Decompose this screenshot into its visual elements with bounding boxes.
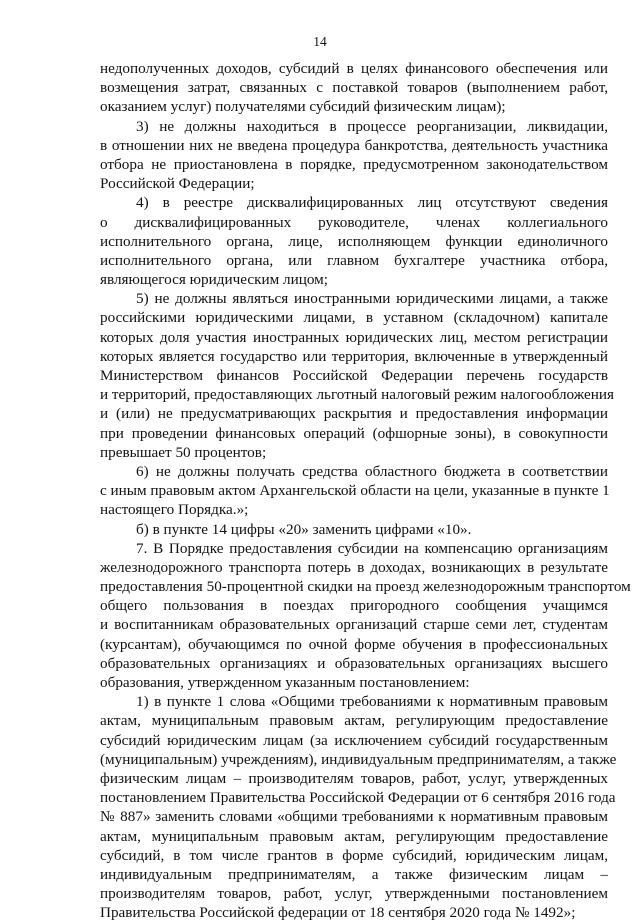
text-line: возмещения затрат, связанных с поставкой товаров (выполнением работ, <box>100 79 608 97</box>
text-line: превышает 50 процентов; <box>100 443 267 461</box>
text-line: исполнительного органа, или главном бухгалтере участника отбора, <box>100 251 608 269</box>
text-line: Министерством финансов Российской Федерации перечень государств <box>100 367 608 384</box>
text-line: (муниципальным) учреждениям), индивидуальным предпринимателям, а также <box>100 750 617 768</box>
text-line: актам, муниципальным правовым актам, регулирующим предоставление <box>100 712 608 730</box>
text-line: и (или) не предусматривающих раскрытия и предоставления информации <box>100 405 608 423</box>
text-line: субсидий юридическим лицам (за исключением субсидий государственным <box>100 731 608 749</box>
text-line: российскими юридическими лицами, в уставном (складочном) капитале <box>100 309 608 327</box>
text-line: постановлением Правительства Российской Федерации от 6 сентября 2016 года <box>100 789 616 807</box>
text-line: 6) не должны получать средства областного бюджета в соответствии <box>136 462 608 480</box>
text-line: настоящего Порядка.»; <box>100 501 249 519</box>
document-body <box>100 59 631 922</box>
text-line: актам, муниципальным правовым актам, регулирующим предоставление <box>100 827 608 845</box>
text-line: с иным правовым актом Архангельской области на цели, указанные в пункте 1 <box>100 482 610 500</box>
text-line: 7. В Порядке предоставления субсидии на компенсацию организациям <box>136 539 608 557</box>
text-line: которых доля участия иностранных юридических лиц, местом регистрации <box>100 328 608 346</box>
text-line: 1) в пункте 1 слова «Общими требованиями к нормативным правовым <box>136 693 608 711</box>
text-line: в отношении них не введена процедура банкротства, деятельность участника <box>100 136 608 154</box>
text-line: физическим лицам – производителям товаров, работ, услуг, утвержденных <box>100 769 608 787</box>
text-line: которых является государство или территория, включенные в утвержденный <box>100 347 608 365</box>
text-line: № 887» заменить словами «общими требованиями к нормативным правовым <box>100 808 608 826</box>
text-line: Российской Федерации; <box>100 175 255 193</box>
text-line: б) в пункте 14 цифры «20» заменить цифрами «10». <box>136 520 472 538</box>
text-line: и территорий, предоставляющих льготный налоговый режим налогообложения <box>100 386 615 404</box>
text-line: железнодорожного транспорта потерь в доходах, возникающих в результате <box>100 558 608 576</box>
text-line: отбора не приостановлена в порядке, предусмотренном законодательством <box>100 155 608 173</box>
text-line: предоставления 50-процентной скидки на проезд железнодорожным транспортом <box>100 578 631 596</box>
text-line: недополученных доходов, субсидий в целях финансового обеспечения или <box>100 60 608 77</box>
text-line: о дисквалифицированных руководителе, членах коллегиального <box>100 213 608 231</box>
page-number: 14 <box>313 34 327 49</box>
text-line: являющегося юридическим лицом; <box>100 271 328 289</box>
text-line: исполнительного органа, лице, исполняющем функции единоличного <box>100 232 608 250</box>
text-line: 5) не должны являться иностранными юридическими лицами, а также <box>136 290 608 308</box>
text-line: 4) в реестре дисквалифицированных лиц отсутствуют сведения <box>136 194 608 212</box>
text-line: 3) не должны находиться в процессе реорганизации, ликвидации, <box>136 117 608 135</box>
text-line: образовательных организациях и образовательных организациях высшего <box>100 654 608 672</box>
text-line: общего пользования в поездах пригородного сообщения учащимся <box>100 597 608 615</box>
text-line: (курсантам), обучающимся по очной форме обучения в профессиональных <box>100 635 608 653</box>
text-line: образования, утвержденном указанным постановлением: <box>100 674 470 691</box>
text-line: индивидуальным предпринимателям, а также физическим лицам – <box>100 865 608 883</box>
text-line: субсидий, в том числе грантов в форме субсидий, юридическим лицам, <box>100 846 608 864</box>
text-line: оказанием услуг) получателями субсидий физическим лицам); <box>100 98 506 116</box>
text-line: и воспитанникам образовательных организаций старше семи лет, студентам <box>100 616 608 634</box>
text-line: при проведении финансовых операций (офшорные зоны), в совокупности <box>100 424 608 442</box>
text-line: Правительства Российской федерации от 18 сентября 2020 года № 1492»; <box>100 904 576 922</box>
text-line: производителям товаров, работ, услуг, утвержденными постановлением <box>100 885 608 903</box>
